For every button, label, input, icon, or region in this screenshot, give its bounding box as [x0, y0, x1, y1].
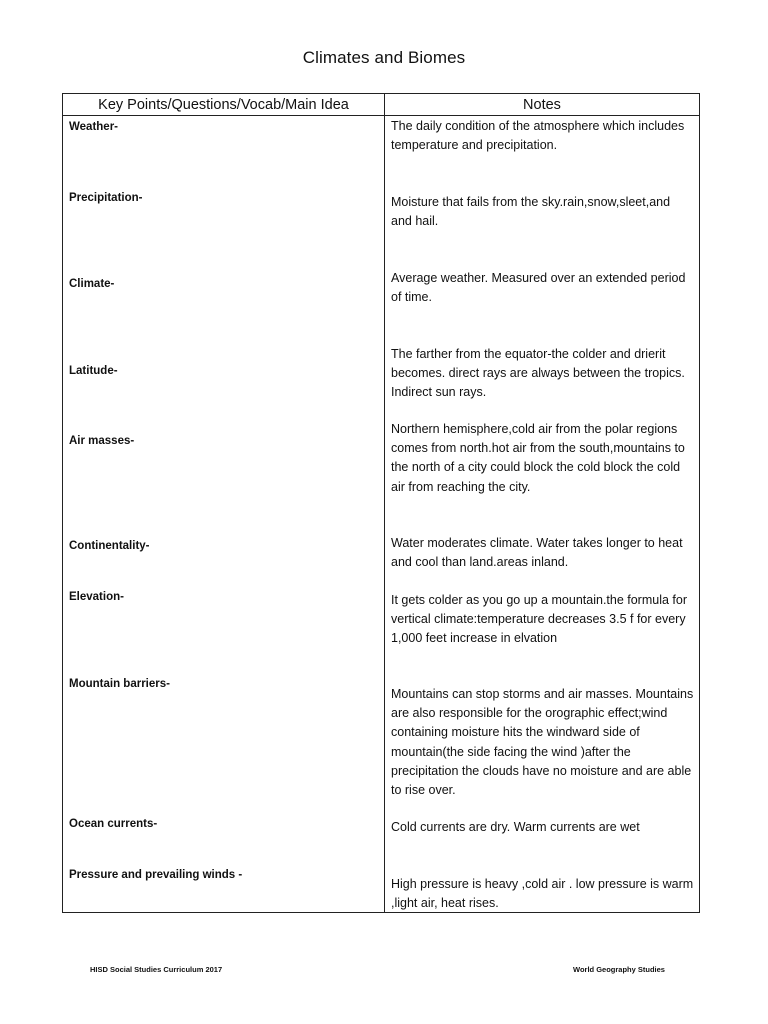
note-pressure-winds: High pressure is heavy ,cold air . low pressure is warm ,light air, heat rises.: [391, 877, 694, 911]
notes-table: [62, 93, 700, 913]
term-mountain-barriers: Mountain barriers-: [69, 678, 170, 690]
note-precipitation: Moisture that fails from the sky.rain,snow,sleet,and and hail.: [391, 195, 671, 229]
term-precipitation: Precipitation-: [69, 192, 143, 204]
note-ocean-currents: Cold currents are dry. Warm currents are wet: [391, 820, 640, 834]
note-elevation: It gets colder as you go up a mountain.the formula for vertical climate:temperature decreases 3.5 f for every 1,000 feet increase in elvation: [391, 593, 688, 646]
term-latitude: Latitude-: [69, 365, 118, 377]
column-divider: [384, 94, 385, 912]
note-mountain-barriers: Mountains can stop storms and air masses. Mountains are also responsible for the orographic effect;wind containing moisture hits the windward side of mountain(the side facing the wind )after the precipitation the clouds have no moisture and are able to rise over.: [391, 687, 694, 798]
term-elevation: Elevation-: [69, 591, 124, 603]
term-continentality: Continentality-: [69, 540, 150, 552]
term-pressure-winds: Pressure and prevailing winds -: [69, 869, 243, 881]
page-title: Climates and Biomes: [302, 48, 466, 67]
footer-course: World Geography Studies: [573, 965, 665, 974]
header-notes: Notes: [523, 97, 561, 113]
note-climate: Average weather. Measured over an extended period of time.: [391, 271, 686, 305]
note-continentality: Water moderates climate. Water takes longer to heat and cool than land.areas inland.: [391, 536, 683, 570]
table-header: [63, 94, 699, 116]
note-air-masses: Northern hemisphere,cold air from the polar regions comes from north.hot air from the south,mountains to the north of a city could block the cold block the cold air from reaching the city.: [391, 422, 685, 494]
term-climate: Climate-: [69, 278, 115, 290]
note-latitude: The farther from the equator-the colder and drierit becomes. direct rays are always between the tropics. Indirect sun rays.: [391, 347, 685, 400]
term-air-masses: Air masses-: [69, 435, 135, 447]
note-weather: The daily condition of the atmosphere which includes temperature and precipitation.: [391, 119, 685, 153]
term-weather: Weather-: [69, 121, 118, 133]
header-key-points: Key Points/Questions/Vocab/Main Idea: [98, 97, 349, 113]
term-ocean-currents: Ocean currents-: [69, 818, 158, 830]
footer-curriculum: HISD Social Studies Curriculum 2017: [90, 965, 223, 974]
